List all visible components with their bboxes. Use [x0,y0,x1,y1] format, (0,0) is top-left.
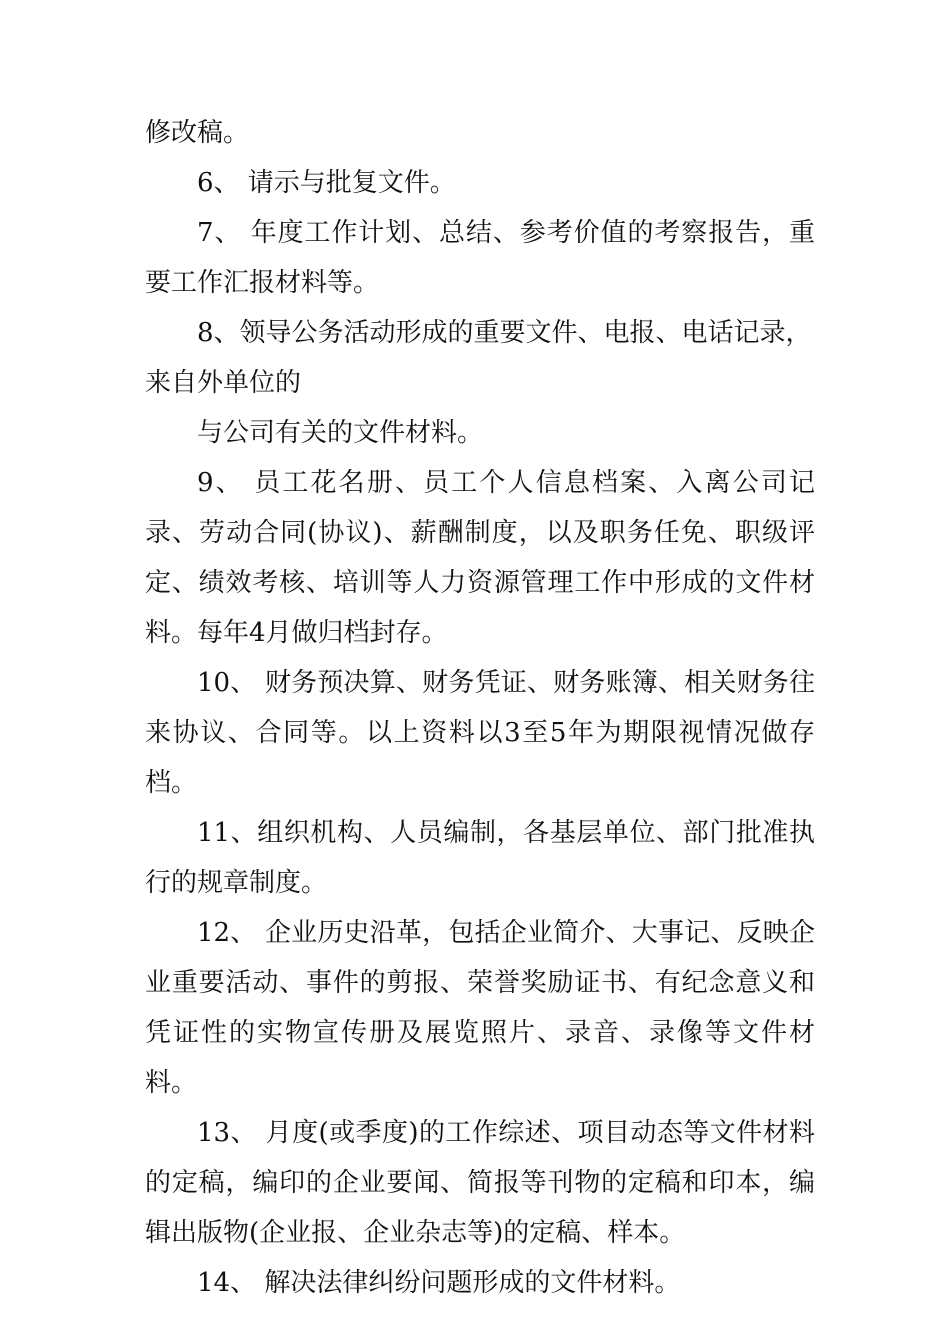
document-body [145,108,815,1308]
paragraph-revised-draft: 修改稿。 [145,118,250,148]
paragraph-item-11: 11、组织机构、人员编制，各基层单位、部门批准执行的规章制度。 [145,818,815,898]
paragraph-item-12: 12、 企业历史沿革，包括企业简介、大事记、反映企业重要活动、事件的剪报、荣誉奖励证书、有纪念意义和凭证性的实物宣传册及展览照片、录音、录像等文件材料。 [145,918,815,1098]
paragraph-item-8: 8、领导公务活动形成的重要文件、电报、电话记录， [197,318,812,348]
paragraph-item-8-end: 与公司有关的文件材料。 [197,418,484,448]
paragraph-item-10: 10、 财务预决算、财务凭证、财务账簿、相关财务往来协议、合同等。以上资料以3至5年为期限视情况做存档。 [145,668,815,798]
paragraph-item-9: 9、 员工花名册、员工个人信息档案、入离公司记录、劳动合同(协议)、薪酬制度，以及职务任免、职级评定、绩效考核、培训等人力资源管理工作中形成的文件材料。每年4月做归档封存。 [145,468,815,648]
paragraph-item-7: 7、 年度工作计划、总结、参考价值的考察报告，重要工作汇报材料等。 [145,218,815,298]
paragraph-item-14: 14、 解决法律纠纷问题形成的文件材料。 [197,1268,681,1298]
paragraph-item-8-continued: 来自外单位的 [145,368,302,398]
paragraph-item-6: 6、 请示与批复文件。 [197,168,456,198]
paragraph-item-13: 13、 月度(或季度)的工作综述、项目动态等文件材料的定稿，编印的企业要闻、简报等刊物的定稿和印本，编辑出版物(企业报、企业杂志等)的定稿、样本。 [145,1118,815,1248]
